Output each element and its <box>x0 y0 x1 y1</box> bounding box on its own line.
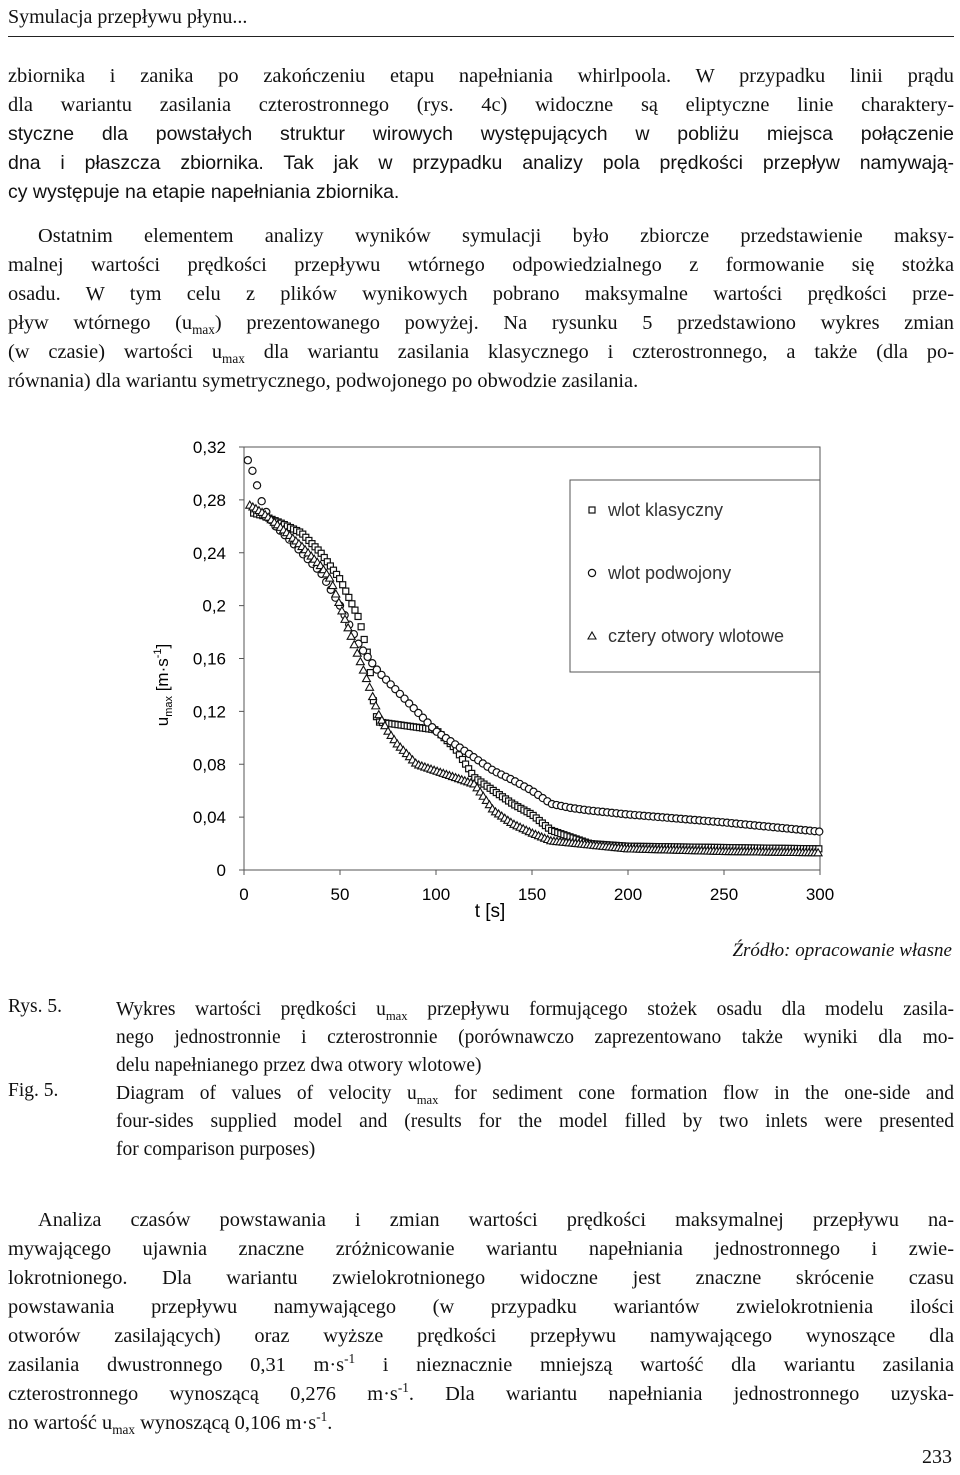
data-point <box>369 693 377 700</box>
y-label-sup: -1 <box>152 648 164 659</box>
data-point <box>361 636 367 642</box>
y-tick-label: 0,16 <box>192 649 226 669</box>
x-tick-label: 50 <box>330 885 350 904</box>
caption-english <box>116 1080 954 1164</box>
x-tick-label: 300 <box>805 885 835 904</box>
text-line: Analiza czasów powstawania i zmian wartości prędkości maksymalnej przepływu na- <box>38 1209 954 1231</box>
y-tick-label: 0,24 <box>192 543 226 563</box>
subscript: max <box>385 1008 408 1023</box>
text-segment: i nieznacznie mniejszą wartość dla wariantu zasilania <box>355 1354 954 1376</box>
text-line: otworów zasilających) oraz wyższe prędkości przepływu namywającego wynoszące dla <box>8 1325 954 1347</box>
text-line: malnej wartości prędkości przepływu wtórnego odpowiedzialnego z formowanie się stożka <box>8 254 954 276</box>
y-axis-label <box>152 644 175 727</box>
text-segment: przepływu formującego stożek osadu dla modelu zasila- <box>407 999 954 1020</box>
text-line: osadu. W tym celu z plików wynikowych pobrano maksymalne wartości prędkości prze- <box>8 283 954 305</box>
superscript: -1 <box>344 1351 356 1367</box>
data-point <box>355 613 361 619</box>
text-segment: (w czasie) wartości u <box>8 341 223 363</box>
data-point <box>358 624 364 630</box>
x-tick-label: 100 <box>421 885 451 904</box>
x-tick-label: 200 <box>613 885 643 904</box>
y-tick-label: 0,28 <box>192 490 226 510</box>
text-line <box>8 309 954 338</box>
y-tick-label: 0,08 <box>192 755 226 775</box>
data-point <box>359 647 366 654</box>
text-segment: for sediment cone formation flow in the one-side and <box>438 1083 954 1104</box>
text-segment: dla wariantu zasilania klasycznego i czterostronnego, a także (dla po- <box>244 341 954 363</box>
y-tick-label: 0,2 <box>202 596 226 616</box>
caption-line: for comparison purposes) <box>116 1139 316 1160</box>
text-line <box>8 338 954 367</box>
data-point <box>346 594 352 600</box>
text-segment: Diagram of values of velocity u <box>116 1083 417 1104</box>
data-point <box>816 828 823 835</box>
text-line: dna i płaszcza zbiornika. Tak jak w przypadku analizy pola prędkości przepływ namywają- <box>8 152 954 174</box>
x-tick-label: 0 <box>239 885 249 904</box>
y-tick-label: 0,04 <box>192 808 226 828</box>
data-point <box>366 683 374 690</box>
caption-rys-label: Rys. 5. <box>8 996 62 1017</box>
subscript: max <box>112 1422 136 1438</box>
subscript: max <box>416 1092 439 1107</box>
paragraph-1 <box>8 62 954 207</box>
y-tick-label: 0,12 <box>192 702 226 722</box>
caption-polish <box>116 996 954 1080</box>
running-header <box>8 2 954 37</box>
text-segment: no wartość u <box>8 1412 113 1434</box>
caption-line: delu napełnianego przez dwa otwory wlotowe) <box>116 1055 482 1076</box>
caption-line <box>116 996 954 1024</box>
caption-line: four-sides supplied model and (results for the model filled by two inlets were presented <box>116 1111 954 1132</box>
subscript: max <box>222 351 245 367</box>
data-point <box>258 498 265 505</box>
page-number: 233 <box>922 1446 952 1468</box>
superscript: -1 <box>397 1380 409 1396</box>
data-point <box>343 588 349 594</box>
data-point <box>244 457 251 464</box>
caption-line: nego jednostronnie i czterostronnie (porównawczo zaprezentowano także wyniki dla mo- <box>116 1027 954 1048</box>
text-line: powstawania przepływu namywającego (w przypadku wariantów zwielokrotnienia ilości <box>8 1296 954 1318</box>
text-line <box>8 1351 954 1380</box>
data-point <box>369 660 376 667</box>
text-line: zbiornika i zanika po zakończeniu etapu napełniania whirlpoola. W przypadku linii prądu <box>8 65 954 87</box>
legend-label: wlot klasyczny <box>608 500 724 520</box>
legend-label: cztery otwory wlotowe <box>608 626 785 646</box>
source-note: Źródło: opracowanie własne <box>732 940 952 961</box>
legend-label: wlot podwojony <box>608 563 732 583</box>
text-segment: . <box>327 1412 333 1434</box>
x-tick-label: 150 <box>517 885 547 904</box>
text-segment: Wykres wartości prędkości u <box>116 999 386 1020</box>
y-label-sub: max <box>163 696 175 717</box>
y-label-unit: [m·s <box>153 658 172 697</box>
text-segment: wynoszącą 0,106 m·s <box>135 1412 317 1434</box>
data-point <box>349 601 355 607</box>
paragraph-3 <box>8 1206 954 1438</box>
text-segment: zasilania dwustronnego 0,31 m·s <box>8 1354 345 1376</box>
subscript: max <box>192 322 215 338</box>
y-tick-label: 0,32 <box>192 438 226 457</box>
superscript: -1 <box>316 1409 328 1425</box>
text-line: lokrotnionego. Dla wariantu zwielokrotnionego widoczne jest znaczne skrócenie czasu <box>8 1267 954 1289</box>
x-tick-label: 250 <box>709 885 739 904</box>
chart-legend <box>570 480 820 672</box>
paragraph-2 <box>8 222 954 396</box>
legend-marker <box>589 507 595 513</box>
data-point <box>367 670 373 676</box>
data-point <box>337 576 343 582</box>
text-line <box>8 1409 954 1438</box>
caption-fig-label: Fig. 5. <box>8 1080 59 1101</box>
text-line <box>8 1380 954 1409</box>
y-label-close: ] <box>153 643 172 649</box>
data-point <box>253 482 260 489</box>
text-line: równania) dla wariantu symetrycznego, podwojonego po obwodzie zasilania. <box>8 370 639 392</box>
text-line: styczne dla powstałych struktur wirowych występujących w pobliżu miejsca połączenie <box>8 123 954 145</box>
text-line: dla wariantu zasilania czterostronnego (rys. 4c) widoczne są eliptyczne linie charaktery- <box>8 94 954 116</box>
x-axis-label: t [s] <box>474 901 506 922</box>
data-point <box>249 467 256 474</box>
legend-marker <box>588 569 595 576</box>
text-line: mywającego ujawnia znaczne zróżnicowanie wariantu napełniania jednostronnego i zwie- <box>8 1238 954 1260</box>
text-line: cy występuje na etapie napełniania zbiornika. <box>8 181 400 203</box>
text-line: Ostatnim elementem analizy wyników symulacji było zbiorcze przedstawienie maksy- <box>38 225 954 247</box>
text-segment: pływ wtórnego (u <box>8 312 193 334</box>
data-point <box>359 666 367 673</box>
text-segment: ) prezentowanego powyżej. Na rysunku 5 przedstawiono wykres zmian <box>214 312 954 334</box>
y-label-main: u <box>153 716 172 727</box>
y-tick-label: 0 <box>216 861 226 880</box>
text-segment: czterostronnego wynoszącą 0,276 m·s <box>8 1383 398 1405</box>
caption-line <box>116 1080 954 1108</box>
velocity-chart <box>140 425 840 925</box>
data-point <box>356 658 364 665</box>
text-segment: . Dla wariantu napełniania jednostronnego uzyska- <box>408 1383 954 1405</box>
data-point <box>364 653 371 660</box>
data-point <box>340 582 346 588</box>
running-title: Symulacja przepływu płynu... <box>8 6 248 28</box>
data-point <box>352 607 358 613</box>
